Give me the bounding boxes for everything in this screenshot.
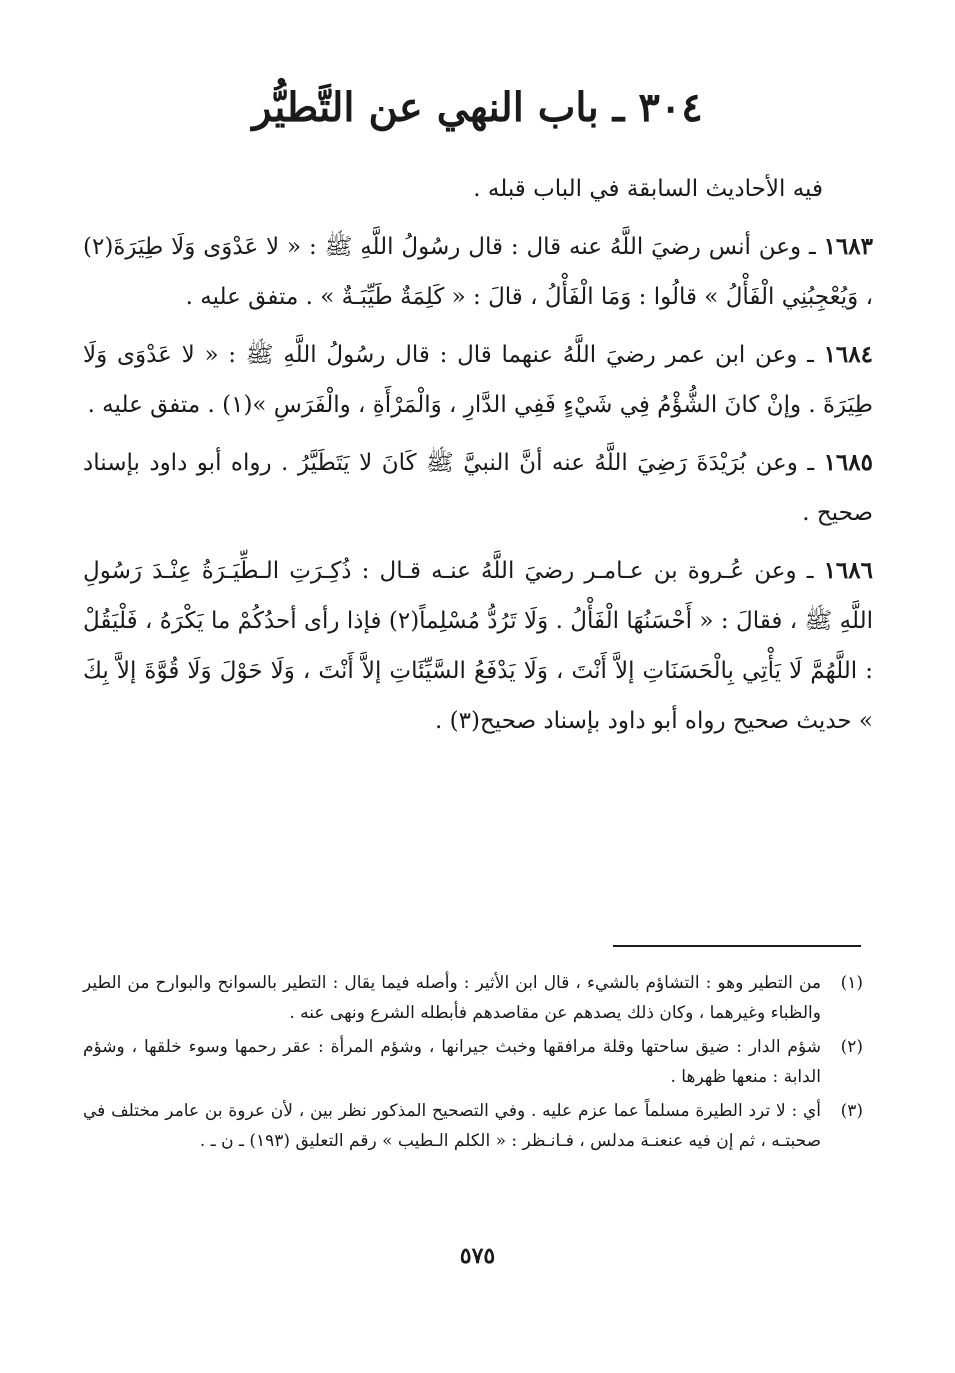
- hadith-number: ١٦٨٦: [823, 557, 873, 584]
- intro-paragraph: فيه الأحاديث السابقة في الباب قبله .: [473, 176, 823, 202]
- chapter-title: ٣٠٤ ـ باب النهي عن التَّطيُّر: [252, 84, 703, 131]
- hadith-1685: [83, 438, 873, 538]
- footnote-1: [83, 968, 863, 1028]
- hadith-text: ـ وعن أنس رضيَ اللَّهُ عنه قال : قال رسُولُ اللَّهِ ﷺ : « لا عَدْوَى وَلَا طِيَرَةَ(٢) ، وَيُعْجِبُنِي الْفَأْلُ » قالُوا : وَمَا الْفَأْلُ ، قالَ : « كَلِمَةٌ طَيِّبَـةٌ » . متفق عليه .: [83, 234, 873, 310]
- hadith-text: ـ وعن ابن عمر رضيَ اللَّهُ عنهما قال : قال رسُولُ اللَّهِ ﷺ : « لا عَدْوَى وَلَا طِيَرَةَ . وإنْ كانَ الشُّؤْمُ فِي شَيْءٍ فَفِي الدَّارِ ، وَالْمَرْأَةِ ، والْفَرَسِ »(١) . متفق عليه .: [83, 342, 873, 418]
- hadith-number: ١٦٨٤: [823, 341, 873, 368]
- footnotes: [83, 968, 863, 1160]
- hadith-1683: [83, 222, 873, 322]
- footnote-text: شؤم الدار : ضيق ساحتها وقلة مرافقها وخبث جيرانها ، وشؤم المرأة : عقر رحمها وسوء خلقها ، وشؤم الدابة : منعها ظهرها .: [83, 1037, 821, 1087]
- footnote-divider: [613, 945, 861, 947]
- hadith-1686: [83, 546, 873, 746]
- footnote-text: من التطير وهو : التشاؤم بالشيء ، قال ابن الأثير : وأصله فيما يقال : التطير بالسوانح والبوارح من الطير والظباء وغيرهما ، وكان ذلك يصدهم عن مقاصدهم فأبطله الشرع ونهى عنه .: [83, 973, 821, 1023]
- footnote-mark: (٢): [840, 1037, 863, 1057]
- footnote-2: [83, 1032, 863, 1092]
- hadith-text: ـ وعن عُـروة بن عـامـر رضيَ اللَّهُ عنـه قـال : ذُكِـرَتِ الـطِّيَـرَةُ عِنْـدَ رَسُولِ اللَّهِ ﷺ ، فقالَ : « أَحْسَنُهَا الْفَأْلُ . وَلَا تَرُدُّ مُسْلِماً(٢) فإذا رأى أحدُكُمْ ما يَكْرَهُ ، فَلْيَقُلْ : اللَّهُمَّ لَا يَأْتِي بِالْحَسَنَاتِ إلاَّ أَنْتَ ، وَلَا يَدْفَعُ السَّيِّئَاتِ إلاَّ أَنْتَ ، وَلَا حَوْلَ وَلَا قُوَّةَ إلاَّ بِكَ » حديث صحيح رواه أبو داود بإسناد صحيح(٣) .: [83, 558, 873, 734]
- page-number: ٥٧٥: [459, 1243, 496, 1269]
- hadith-text: ـ وعن بُرَيْدَةَ رَضِيَ اللَّهُ عنه أنَّ النبيَّ ﷺ كَانَ لا يَتَطَيَّرُ . رواه أبو داود بإسناد صحيح .: [83, 450, 873, 526]
- main-text: [83, 164, 873, 746]
- footnote-mark: (٣): [840, 1101, 863, 1121]
- footnote-mark: (١): [840, 973, 863, 993]
- footnote-text: أي : لا ترد الطيرة مسلماً عما عزم عليه . وفي التصحيح المذكور نظر بين ، لأن عروة بن عامر مختلف في صحبتـه ، ثم إن فيه عنعنـة مدلس ، فـانـظر : « الكلم الـطيب » رقم التعليق (١٩٣) ـ ن ـ .: [83, 1101, 821, 1151]
- hadith-number: ١٦٨٣: [823, 233, 873, 260]
- hadith-number: ١٦٨٥: [823, 449, 873, 476]
- footnote-3: [83, 1096, 863, 1156]
- hadith-1684: [83, 330, 873, 430]
